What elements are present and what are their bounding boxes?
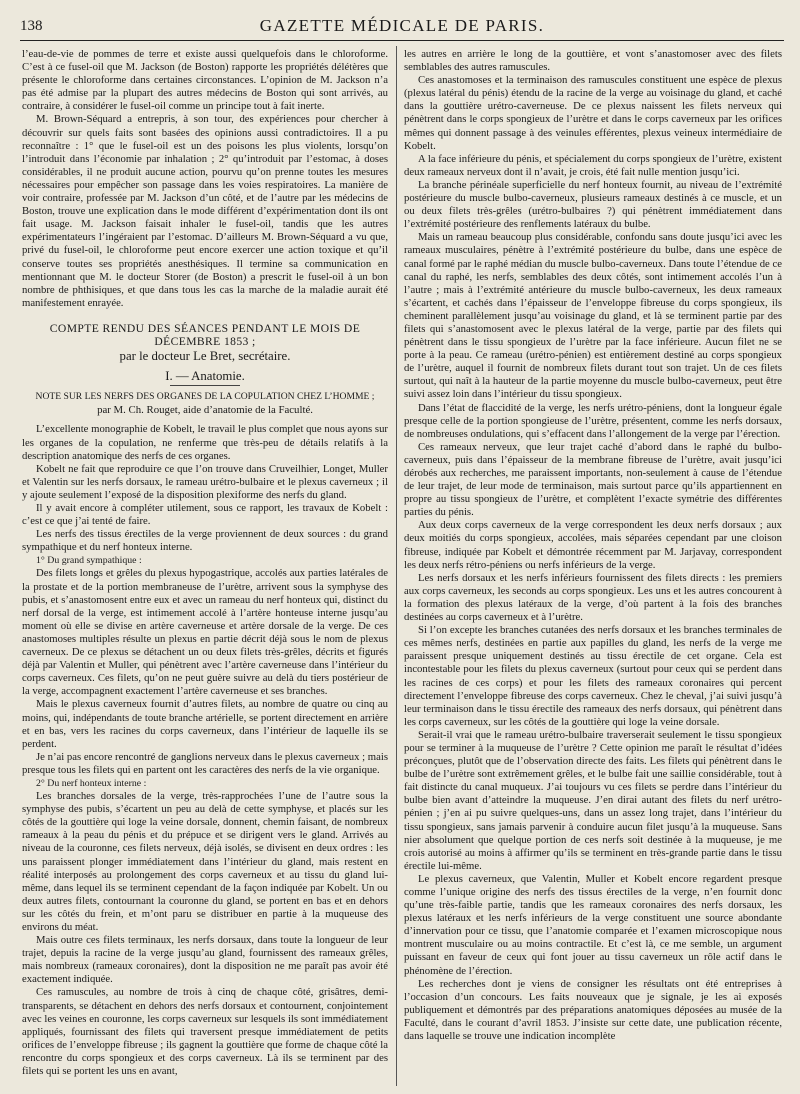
- section-heading: [22, 322, 388, 363]
- paragraph: Des filets longs et grêles du plexus hypogastrique, accolés aux parties latérales de la prostate et de la portion membraneuse de l’urètre, arrivent sous la symphyse des pubis, et s’anastomosent entre eux et avec un rameau du nerf honteux qui, distinct du nerf dorsal de la verge, est intimement accolé à l’artère honteuse interne jusqu’au moment où elle se divise en artère caverneuse et artère dorsale de la verge. De ces anastomoses multiples résulte un plexus en partie décrit déjà sous le nom de plexus caverneux. De ce plexus se détachent un ou deux filets très-grêles, décrits et figurés déjà par Valentin et Muller, qui pénètrent avec l’artère caverneuse dans l’intérieur du corps caverneux. Ces filets, qu’on ne peut guère suivre au delà du tiers postérieur de la verge, accompagnent exactement l’artère caverneuse et ses branches.: [22, 567, 388, 698]
- subsection-heading: I. — Anatomie.: [165, 369, 245, 384]
- paragraph: A la face inférieure du pénis, et spécialement du corps spongieux de l’urètre, existent deux rameaux nerveux dont il n’avait, je crois, été fait nulle mention jusqu’ici.: [404, 152, 782, 178]
- paragraph: La branche périnéale superficielle du nerf honteux fournit, au niveau de l’extrémité postérieure du muscle bulbo-caverneux, plusieurs rameaux destinés à ce muscle, et un ou deux filets très-grêles (urétro-bulbaires ?) qui pénètrent immédiatement dans l’extrémité postérieure des renflements latéraux du bulbe.: [404, 178, 782, 231]
- article-title: NOTE SUR LES NERFS DES ORGANES DE LA COPULATION CHEZ L’HOMME ;: [35, 391, 375, 403]
- paragraph: Aux deux corps caverneux de la verge correspondent les deux nerfs dorsaux ; aux deux moitiés du corps spongieux, accolées, mais séparées cependant par une cloison fibreuse, indiquée par Kobelt et démontrée récemment par M. Jarjavay, correspondent les deux nerfs rétro-péniens ou nerfs inférieurs de la verge.: [404, 519, 782, 571]
- article-heading: [22, 390, 388, 417]
- paragraph: Les recherches dont je viens de consigner les résultats ont été entreprises à l’occasion d’un concours. Les faits nouveaux que je signale, je les ai exposés publiquement et démontrés par des préparations anatomiques déposées au musée de la Faculté, dans le courant d’avril 1853. J’insiste sur cette date, une publication récente, dans laquelle se trouve une indication incomplète: [404, 977, 782, 1043]
- running-header: [20, 14, 784, 41]
- paragraph: Mais un rameau beaucoup plus considérable, confondu sans doute jusqu’ici avec les rameaux musculaires, pénètre à l’extrémité postérieure du bulbe, dans une espèce de canal formé par le raphé médian du muscle bulbo-caverneux. Dans toute l’étendue de ce canal du raphé, les nerfs, semblables des deux côtés, sont intimement accolés l’un à l’autre ; mais à l’extrémité antérieure du muscle bulbo-caverneux, les deux rameaux s’écartent, et cachés dans l’épaisseur de l’enveloppe fibreuse du corps spongieux, ils cheminent parallèlement jusqu’au voisinage du gland, et là se terminent partie par des filets qui s’anastomosent avec le plexus latéral de la verge, partie par des filets qui pénètrent dans le tissu spongieux de l’urètre par la face inférieure. Aucun filet ne se porte à la peau. Ce rameau (urétro-pénien) est entièrement destiné au corps spongieux de l’urètre, auquel il fournit de nombreux filets durant tout son trajet. Un de ces filets surtout, qui naît à la hauteur de la partie moyenne du muscle bulbo-caverneux, peut être suivi assez loin dans l’intérieur du tissu spongieux.: [404, 231, 782, 401]
- paragraph: Les nerfs des tissus érectiles de la verge proviennent de deux sources : du grand sympathique et du nerf honteux interne.: [22, 528, 388, 554]
- heading-rule: [170, 385, 240, 386]
- column-divider: [396, 46, 397, 1086]
- paragraph: Les branches dorsales de la verge, très-rapprochées l’une de l’autre sous la symphyse des pubis, s’écartent un peu au delà de cette symphyse, et placés sur les côtés de la gouttière qui loge la veine dorsale, donnent, chemin faisant, de nombreux rameaux à la peau du pénis et du prépuce et se dirigent vers le gland. Arrivés au niveau de la couronne, ces filets nerveux, déjà isolés, se divisent en deux ordres : les uns paraissent plonger immédiatement dans l’intérieur du gland, mais restent en réalité interposés au prolongement des corps caverneux et au tissu du gland lui-même, dans lequel ils se terminent cependant de la façon indiquée par Kobelt. Un ou deux autres filets, contournant la couronne du gland, se portent en bas et en dehors sur les côtés du frein, et m’ont paru se distribuer en partie à la muqueuse des environs du méat.: [22, 790, 388, 933]
- paragraph: Kobelt ne fait que reproduire ce que l’on trouve dans Cruveilhier, Longet, Muller et Valentin sur les nerfs dorsaux, le rameau urétro-bulbaire et le plexus caverneux ; il y ajoute seulement l’exposé de la disposition plexiforme des nerfs du gland.: [22, 462, 388, 501]
- paragraph: Mais outre ces filets terminaux, les nerfs dorsaux, dans toute la longueur de leur trajet, depuis la racine de la verge jusqu’au gland, fournissent des rameaux grêles, mais nombreux (rameaux coronaires), dont la disposition ne me paraît pas avoir été exactement indiquée.: [22, 934, 388, 986]
- journal-title: GAZETTE MÉDICALE DE PARIS.: [259, 16, 545, 35]
- subheading: 1° Du grand sympathique :: [36, 555, 142, 567]
- section-byline: par le docteur Le Bret, secrétaire.: [119, 349, 291, 364]
- paragraph: Le plexus caverneux, que Valentin, Muller et Kobelt encore regardent presque comme l’unique origine des nerfs des tissus érectiles de la verge, n’en fournit donc qu’une très-faible partie, tandis que les rameaux coronaires des nerfs dorsaux, les plexus latéraux et les nerfs inférieurs de la verge constituent une source abondante d’innervation pour ce tissu, que l’anatomie comparée et l’examen microscopique nous montrent musculaire ou au moins contractile. Et c’est là, ce me semble, un argument puissant en faveur de ceux qui font jouer au tissu caverneux un rôle actif dans le phénomène de l’érection.: [404, 872, 782, 977]
- left-column: [22, 48, 388, 1088]
- paragraph: Je n’ai pas encore rencontré de ganglions nerveux dans le plexus caverneux ; mais presque tous les filets qui en partent ont les caractères des nerfs de la vie organique.: [22, 750, 388, 776]
- paragraph: les autres en arrière le long de la gouttière, et vont s’anastomoser avec des filets semblables des autres ramuscules.: [404, 48, 782, 74]
- paragraph: Ces anastomoses et la terminaison des ramuscules constituent une espèce de plexus (plexus latéral du pénis) étendu de la racine de la verge au voisinage du gland, et caché dans la gouttière urétro-caverneuse. De ce plexus naissent les filets nerveux qui pénètrent dans le corps spongieux de l’urètre et dans le corps caverneux par les orifices mêmes qui donnent passage à des veinules efférentes, plexus veineux intermédiaire de Kobelt.: [404, 74, 782, 152]
- paragraph: Il y avait encore à compléter utilement, sous ce rapport, les travaux de Kobelt : c’est ce que j’ai tenté de faire.: [22, 502, 388, 528]
- paragraph: l’eau-de-vie de pommes de terre et existe aussi quelquefois dans le chloroforme. C’est à ce fusel-oil que M. Jackson (de Boston) rapporte les propriétés délétères que présente le chloroforme dans certaines circonstances. L’opinion de M. Jackson n’a pas été admise par la plupart des autres médecins de Boston qui sont arrivés, au contraire, à considérer le fusel-oil comme un principe tout à fait inerte.: [22, 48, 388, 113]
- paragraph: Serait-il vrai que le rameau urétro-bulbaire traverserait seulement le tissu spongieux pour se terminer à la muqueuse de l’urètre ? Cette opinion me paraît le résultat d’idées préconçues, plutôt que de l’observation directe des faits. Les filets qui pénètrent dans le bulbe de l’urètre sont extrêmement grêles, et le bulbe fait une saillie considérable, tout à fait distincte du canal muqueux. J’ai toujours vu ces filets se perdre dans l’intérieur du bulbe bien avant d’atteindre la muqueuse. J’en dirai autant des filets du nerf urétro-pénien ; j’en ai pu suivre quelques-uns, dans un assez long trajet, dans l’intérieur du tissu spongieux, sans jamais parvenir à conduire aucun filet jusqu’à la muqueuse. Sans nier absolument que quelque portion de ces nerfs soit destinée à la muqueuse, je me crois autorisé au moins à affirmer qu’ils se terminent en très-grande partie dans le tissu érectile lui-même.: [404, 728, 782, 872]
- subheading: 2° Du nerf honteux interne :: [36, 777, 147, 789]
- paragraph: L’excellente monographie de Kobelt, le travail le plus complet que nous ayons sur les organes de la copulation, ne renferme que très-peu de détails relatifs à la description anatomique des nerfs de ces organes.: [22, 423, 388, 462]
- section-title: COMPTE RENDU DES SÉANCES PENDANT LE MOIS DE DÉCEMBRE 1853 ;: [49, 321, 361, 348]
- paragraph: Mais le plexus caverneux fournit d’autres filets, au nombre de quatre ou cinq au moins, qui, indépendants de toute branche artérielle, se portent directement en arrière et en bas, vers les racines du corps caverneux, dans l’intérieur de laquelle ils se perdent.: [22, 698, 388, 750]
- right-column: [404, 48, 782, 1088]
- paragraph: Les nerfs dorsaux et les nerfs inférieurs fournissent des filets directs : les premiers aux corps caverneux, les seconds au corps spongieux. Les uns et les autres concourent à la formation des plexus latéraux de la verge, d’où partent à la fois des branches destinées au corps caverneux et à l’urètre.: [404, 571, 782, 624]
- article-byline: par M. Ch. Rouget, aide d’anatomie de la Faculté.: [97, 404, 313, 417]
- paragraph: Dans l’état de flaccidité de la verge, les nerfs urétro-péniens, dont la longueur égale presque celle de la portion spongieuse de l’urètre, présentent, comme les nerfs dorsaux, de nombreuses ondulations, qui s’effacent dans l’allongement de la verge par l’érection.: [404, 401, 782, 440]
- paragraph: Si l’on excepte les branches cutanées des nerfs dorsaux et les branches terminales de ces mêmes nerfs, destinées en partie aux papilles du gland, les nerfs de la verge me paraissent presque uniquement destinés au tissu érectile de cet organe. Cela est incontestable pour les filets du plexus caverneux (surtout pour ceux qui se perdent dans les racines de ces corps) et pour les filets des rameaux coronaires qui percent directement l’enveloppe fibreuse des corps caverneux. Chez le cheval, j’ai suivi jusqu’à leur terminaison dans le tissu érectile des rameaux des nerfs dorsaux, qui pénètrent dans les corps caverneux, sur les côtés de la gouttière qui loge la veine dorsale.: [404, 624, 782, 728]
- paragraph: Ces rameaux nerveux, que leur trajet caché d’abord dans le raphé du bulbo-caverneux, puis dans l’épaisseur de la membrane fibreuse de l’urètre, avait jusqu’ici dérobés aux recherches, me paraissent importants, non-seulement à cause de l’étendue de leur trajet, de leur mode de terminaison, mais surtout parce qu’ils appartiennent en propre au tissu spongieux de l’urètre, et complètent l’exacte symétrie des différentes parties du pénis.: [404, 440, 782, 519]
- paragraph: M. Brown-Séquard a entrepris, à son tour, des expériences pour chercher à découvrir sur quels faits sont basées des opinions aussi contradictoires. Il a pu reconnaître : 1° que le fusel-oil est un des poisons les plus violents, lorsqu’on l’introduit dans l’économie par inhalation ; 2° qu’introduit par l’estomac, à doses considérables, il ne produit aucune action, pourvu qu’on prenne toutes les mesures nécessaires pour empêcher son passage dans les voies respiratoires. La manière de voir contraire, professée par M. Jackson d’un côté, et de l’autre par les médecins de Boston, trouve une explication dans le mode différent d’expérimentation dont ils ont fait usage. M. Jackson faisait inhaler le fusel-oil, tandis que les autres expérimentateurs l’ingéraient par l’estomac. D’ailleurs M. Brown-Séquard a vu que, privé du fusel-oil, le chloroforme peut encore exercer une action toxique et qu’il conserve toutes ses propriétés anesthésiques. Il termine sa communication en mentionnant que M. le docteur Storer (de Boston) a prescrit le fusel-oil à un bon nombre de phthisiques, et que dans tous les cas la marche de la maladie aurait été manifestement enrayée.: [22, 113, 388, 309]
- page-number: 138: [20, 18, 43, 34]
- paragraph: Ces ramuscules, au nombre de trois à cinq de chaque côté, grisâtres, demi-transparents, se détachent en dehors des nerfs dorsaux et contournent, conjointement avec les veines en couronne, les corps caverneux sur lesquels ils sont immédiatement appliqués, fournissant des filets qui traversent presque immédiatement de petits orifices de l’enveloppe fibreuse ; ils gagnent la gouttière que forme de chaque côté la rencontre du corps spongieux et des corps caverneux. Là ils se terminent par des filets qui se portent les uns en avant,: [22, 986, 388, 1078]
